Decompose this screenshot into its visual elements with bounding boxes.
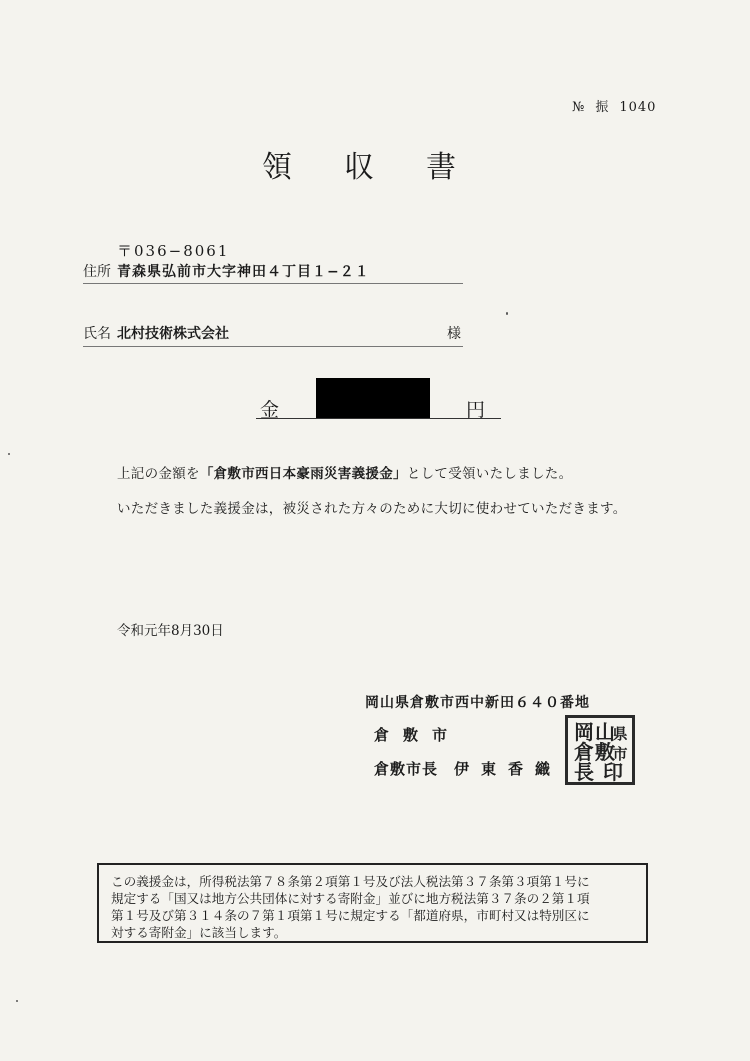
mayor-position: 倉敷市長: [374, 760, 439, 778]
receipt-statement: [117, 462, 572, 482]
honorific: 様: [447, 326, 461, 342]
issuer-address: 岡山県倉敷市西中新田６４０番地: [365, 695, 590, 711]
scan-speck: [16, 1000, 18, 1002]
title-char: 書: [426, 150, 456, 185]
scan-speck: [8, 453, 10, 455]
seal-char: 山: [595, 720, 615, 744]
statement-text: として受領いたしました。: [406, 466, 573, 482]
number-prefix: №: [572, 100, 586, 115]
seal-char: 長: [574, 760, 594, 782]
official-seal: [565, 715, 635, 785]
title-char: 収: [344, 150, 374, 185]
note-line: 第１号及び第３１４条の７第１項第１号に規定する「都道府県，市町村又は特別区に: [111, 908, 590, 923]
document-number: [572, 96, 666, 115]
fund-name: 「倉敷市西日本豪雨災害義援金」: [199, 466, 407, 482]
amount-row: [256, 378, 501, 419]
name-row: [83, 323, 463, 347]
note-line: この義援金は，所得税法第７８条第２項第１号及び法人税法第３７条第３項第１号に: [111, 874, 590, 889]
statement-text: 上記の金額を: [117, 466, 200, 482]
scan-speck: [506, 312, 508, 315]
seal-char: 印: [603, 760, 623, 782]
seal-char: 岡: [574, 720, 594, 744]
tax-note-box: [97, 863, 648, 943]
issuer-city: 倉敷市: [374, 726, 462, 744]
mayor-name: 伊東香織: [454, 760, 563, 778]
thanks-statement: いただきました義援金は，被災された方々のために大切に使わせていただきます。: [117, 501, 627, 517]
recipient-name: 北村技術株式会社: [117, 326, 229, 342]
note-line: 規定する「国又は地方公共団体に対する寄附金」並びに地方税法第３７条の２第１項: [111, 891, 590, 906]
address-value: 青森県弘前市大字神田４丁目１−２１: [117, 264, 370, 280]
seal-graphic: [568, 718, 632, 782]
address-label: 住所: [83, 264, 111, 280]
number-series: 振: [595, 100, 610, 115]
redacted-amount: [316, 378, 430, 418]
document-title: [262, 142, 508, 186]
issuer-mayor: [374, 758, 562, 779]
seal-char: 市: [612, 745, 628, 763]
seal-char: 敷: [595, 740, 615, 764]
seal-char: 倉: [574, 740, 594, 764]
note-line: 対する寄附金」に該当します。: [111, 925, 287, 940]
address-row: [83, 261, 463, 284]
amount-suffix: 円: [466, 399, 486, 421]
amount-prefix: 金: [260, 399, 280, 421]
postal-code: 〒036−8061: [117, 242, 230, 260]
number-value: 1040: [619, 100, 657, 115]
issue-date: 令和元年8月30日: [117, 623, 224, 639]
title-char: 領: [262, 150, 292, 185]
name-label: 氏名: [83, 326, 111, 342]
seal-char: 県: [612, 725, 628, 743]
